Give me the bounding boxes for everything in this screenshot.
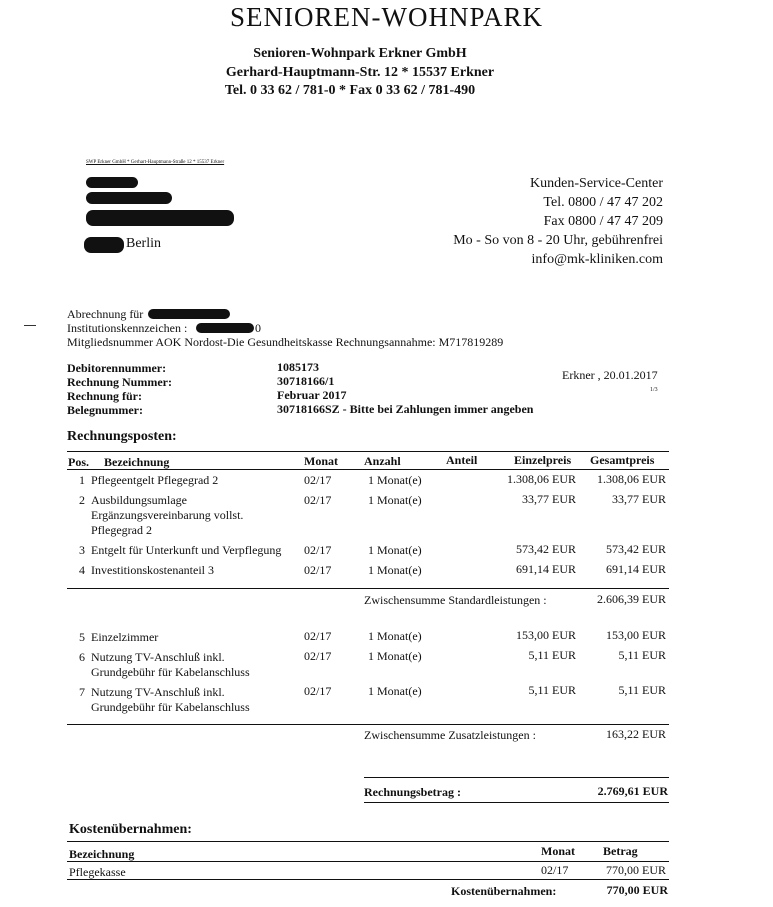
item-month: 02/17 bbox=[304, 684, 332, 698]
item-total-price: 691,14 EUR bbox=[606, 562, 666, 576]
redaction-bar bbox=[86, 210, 234, 226]
divider bbox=[67, 451, 669, 452]
item-pos: 1 bbox=[79, 473, 85, 487]
coverage-total-label: Kostenübernahmen: bbox=[451, 884, 557, 898]
redaction-bar bbox=[86, 192, 172, 204]
coverage-title: Kostenübernahmen: bbox=[69, 822, 192, 837]
member-line: Mitgliedsnummer AOK Nordost-Die Gesundheitskasse Rechnungsannahme: M717819289 bbox=[67, 335, 504, 349]
service-center bbox=[453, 174, 663, 269]
meta-label: Rechnung Nummer: bbox=[67, 375, 172, 389]
item-total-price: 153,00 EUR bbox=[606, 628, 666, 642]
item-unit-price: 33,77 EUR bbox=[522, 492, 576, 506]
subtotal-standard: 2.606,39 EUR bbox=[597, 592, 666, 606]
item-desc-line2: Grundgebühr für Kabelanschluss bbox=[91, 700, 250, 714]
coverage-total: 770,00 EUR bbox=[606, 883, 668, 897]
invoice-total-label: Rechnungsbetrag : bbox=[364, 785, 462, 799]
subtotal-extra-label: Zwischensumme Zusatzleistungen : bbox=[364, 728, 536, 742]
item-month: 02/17 bbox=[304, 473, 332, 487]
subtotal-extra: 163,22 EUR bbox=[606, 727, 666, 741]
service-email[interactable]: info@mk-kliniken.com bbox=[531, 252, 663, 267]
item-desc-line2: Grundgebühr für Kabelanschluss bbox=[91, 665, 250, 679]
item-desc-line3: Pflegegrad 2 bbox=[91, 523, 152, 537]
positions-title: Rechnungsposten: bbox=[67, 429, 177, 444]
service-title: Kunden-Service-Center bbox=[530, 176, 663, 191]
item-count: 1 Monat(e) bbox=[368, 684, 422, 698]
item-month: 02/17 bbox=[304, 629, 332, 643]
company-street: Gerhard-Hauptmann-Str. 12 * 15537 Erkner bbox=[225, 65, 495, 80]
coverage-header-month: Monat bbox=[541, 844, 575, 858]
item-unit-price: 573,42 EUR bbox=[516, 542, 576, 556]
divider bbox=[67, 841, 669, 842]
service-tel: Tel. 0800 / 47 47 202 bbox=[543, 195, 663, 210]
meta-value: 30718166SZ - Bitte bei Zahlungen immer angeben bbox=[277, 402, 534, 416]
item-pos: 7 bbox=[79, 685, 85, 699]
item-month: 02/17 bbox=[304, 493, 332, 507]
item-desc-line2: Ergänzungsvereinbarung vollst. bbox=[91, 508, 244, 522]
coverage-header-desc: Bezeichnung bbox=[69, 847, 135, 861]
item-count: 1 Monat(e) bbox=[368, 493, 422, 507]
service-fax: Fax 0800 / 47 47 209 bbox=[543, 214, 663, 229]
item-desc: Nutzung TV-Anschluß inkl. bbox=[91, 685, 225, 699]
coverage-row-desc: Pflegekasse bbox=[69, 865, 126, 879]
divider bbox=[364, 777, 669, 778]
subtotal-standard-label: Zwischensumme Standardleistungen : bbox=[364, 593, 547, 607]
coverage-row-amount: 770,00 EUR bbox=[606, 863, 666, 877]
item-count: 1 Monat(e) bbox=[368, 649, 422, 663]
divider bbox=[364, 802, 669, 803]
page-number: 1/3 bbox=[650, 387, 658, 393]
coverage-row-month: 02/17 bbox=[541, 863, 569, 877]
service-hours: Mo - So von 8 - 20 Uhr, gebührenfrei bbox=[453, 233, 663, 248]
col-header-unit: Einzelpreis bbox=[514, 453, 572, 467]
place-date: Erkner , 20.01.2017 bbox=[562, 368, 658, 382]
divider bbox=[67, 469, 669, 470]
col-header-pos: Pos. bbox=[68, 455, 89, 469]
company-phone: Tel. 0 33 62 / 781-0 * Fax 0 33 62 / 781-490 bbox=[224, 83, 476, 98]
coverage-header-amount: Betrag bbox=[603, 844, 638, 858]
item-pos: 2 bbox=[79, 493, 85, 507]
item-desc: Entgelt für Unterkunft und Verpflegung bbox=[91, 543, 282, 557]
ik-label: Institutionskennzeichen : bbox=[67, 321, 188, 335]
item-count: 1 Monat(e) bbox=[368, 629, 422, 643]
col-header-count: Anzahl bbox=[364, 454, 401, 468]
item-unit-price: 1.308,06 EUR bbox=[507, 472, 576, 486]
brand-name: SENIOREN-WOHNPARK bbox=[229, 2, 543, 32]
item-pos: 4 bbox=[79, 563, 85, 577]
item-desc: Nutzung TV-Anschluß inkl. bbox=[91, 650, 225, 664]
col-header-month: Monat bbox=[304, 454, 338, 468]
item-total-price: 33,77 EUR bbox=[612, 492, 666, 506]
item-month: 02/17 bbox=[304, 649, 332, 663]
meta-value: 30718166/1 bbox=[277, 374, 335, 388]
item-total-price: 5,11 EUR bbox=[618, 648, 666, 662]
invoice-total: 2.769,61 EUR bbox=[597, 784, 668, 798]
meta-value: Februar 2017 bbox=[277, 388, 347, 402]
divider bbox=[67, 588, 669, 589]
item-pos: 6 bbox=[79, 650, 85, 664]
item-desc: Pflegeentgelt Pflegegrad 2 bbox=[91, 473, 219, 487]
item-count: 1 Monat(e) bbox=[368, 543, 422, 557]
item-unit-price: 5,11 EUR bbox=[528, 683, 576, 697]
redaction-bar bbox=[196, 323, 254, 333]
redaction-bar bbox=[148, 309, 230, 319]
company-name: Senioren-Wohnpark Erkner GmbH bbox=[253, 46, 467, 61]
item-unit-price: 5,11 EUR bbox=[528, 648, 576, 662]
item-unit-price: 153,00 EUR bbox=[516, 628, 576, 642]
meta-label: Rechnung für: bbox=[67, 389, 143, 403]
col-header-total: Gesamtpreis bbox=[590, 453, 655, 467]
item-unit-price: 691,14 EUR bbox=[516, 562, 576, 576]
item-total-price: 573,42 EUR bbox=[606, 542, 666, 556]
item-month: 02/17 bbox=[304, 563, 332, 577]
item-desc: Investitionskostenanteil 3 bbox=[91, 563, 214, 577]
redaction-bar bbox=[86, 177, 138, 188]
item-total-price: 5,11 EUR bbox=[618, 683, 666, 697]
divider bbox=[67, 879, 669, 880]
item-desc: Einzelzimmer bbox=[91, 630, 159, 644]
item-pos: 5 bbox=[79, 630, 85, 644]
meta-label: Debitorennummer: bbox=[67, 361, 167, 375]
item-total-price: 1.308,06 EUR bbox=[597, 472, 666, 486]
fold-mark bbox=[24, 325, 36, 326]
col-header-desc: Bezeichnung bbox=[104, 455, 170, 469]
divider bbox=[67, 861, 669, 862]
item-pos: 3 bbox=[79, 543, 85, 557]
abrechnung-label: Abrechnung für bbox=[67, 307, 144, 321]
item-count: 1 Monat(e) bbox=[368, 563, 422, 577]
sender-line: SWP Erkner GmbH * Gerhart-Hauptmann-Straße 12 * 15537 Erkner bbox=[86, 160, 225, 165]
item-count: 1 Monat(e) bbox=[368, 473, 422, 487]
meta-label: Belegnummer: bbox=[67, 403, 143, 417]
divider bbox=[67, 724, 669, 725]
item-month: 02/17 bbox=[304, 543, 332, 557]
ik-tail: 0 bbox=[255, 321, 261, 335]
col-header-share: Anteil bbox=[446, 453, 478, 467]
recipient-city: Berlin bbox=[126, 236, 161, 251]
redaction-bar bbox=[84, 237, 124, 253]
item-desc: Ausbildungsumlage bbox=[91, 493, 187, 507]
meta-value: 1085173 bbox=[277, 360, 319, 374]
